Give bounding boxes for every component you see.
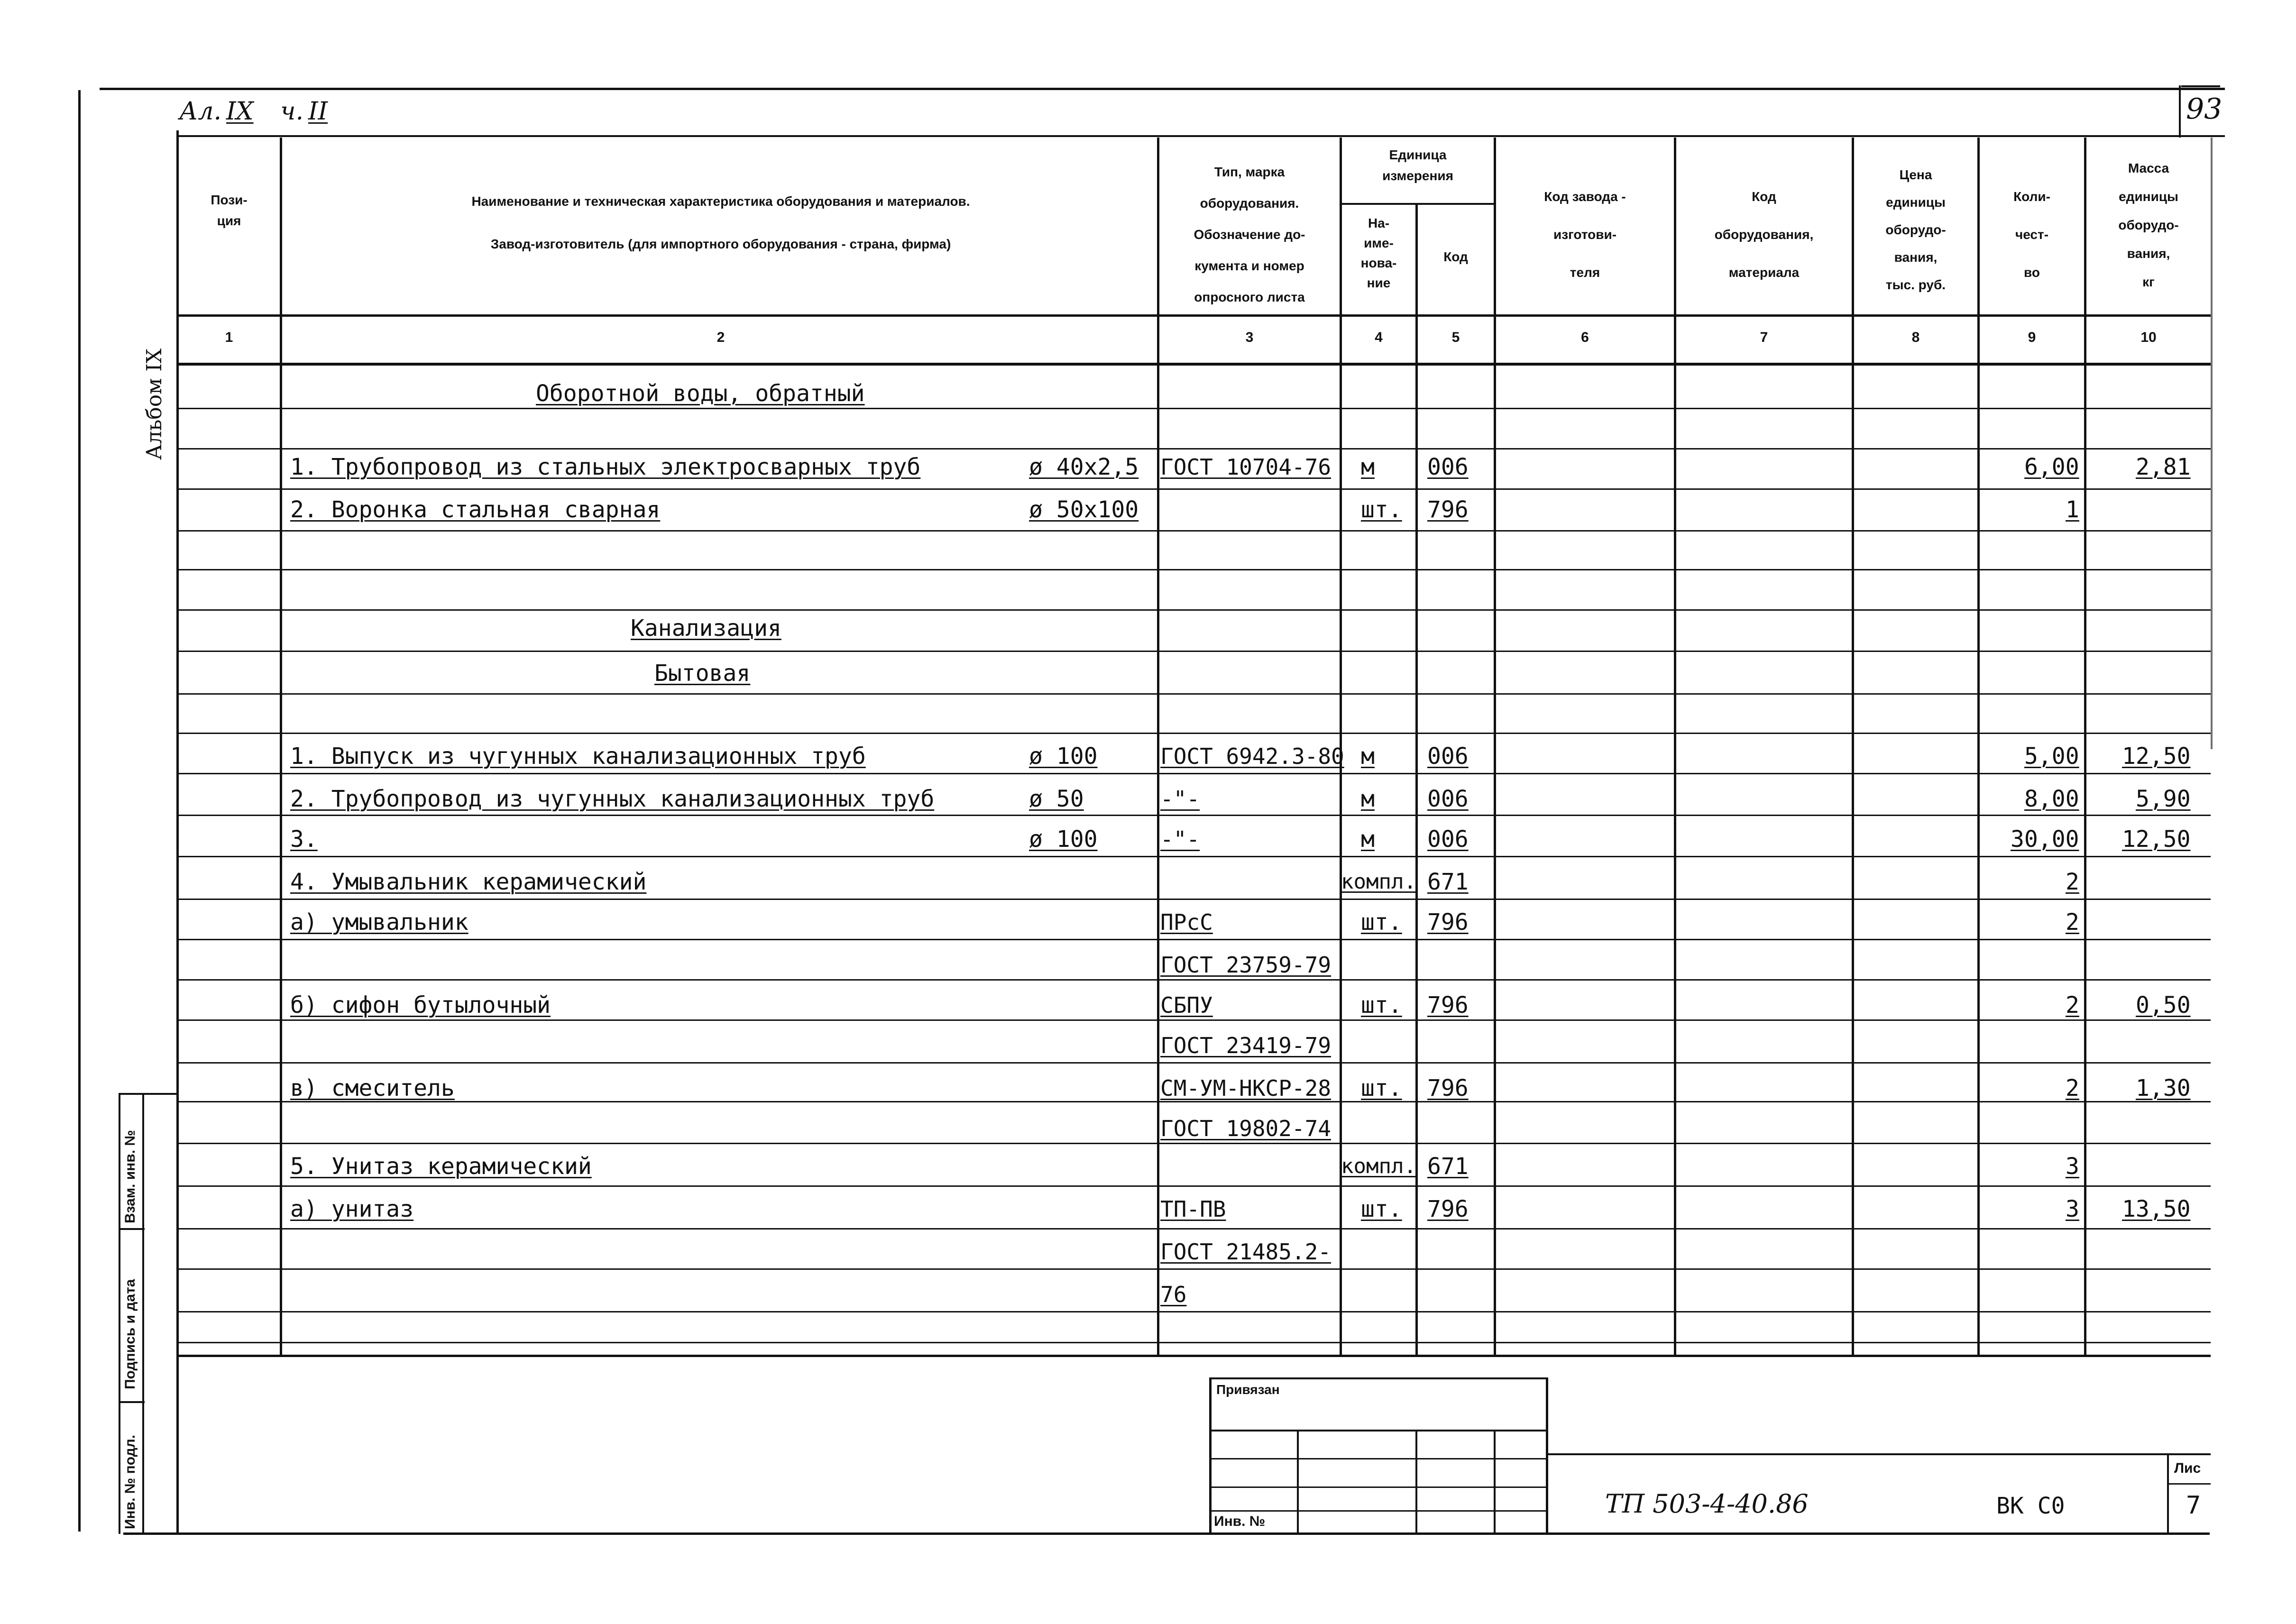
col-header-name: Наименование и техническая характеристика оборудования и материалов. Завод-изготовитель (для импортного оборудования - страна, фирма) xyxy=(471,194,970,251)
item-name: 2. Воронка стальная сварная xyxy=(290,496,661,523)
col-header-pos: Пози- ция xyxy=(211,193,248,228)
item-document: -"- xyxy=(1160,826,1200,852)
item-document: ГОСТ 23759-79 xyxy=(1160,952,1332,978)
stamp-privyazan: Привязан xyxy=(1216,1382,1280,1397)
item-name: в) смеситель xyxy=(290,1075,455,1101)
item-unit-code: 796 xyxy=(1427,1196,1469,1222)
row-separator xyxy=(179,1311,2211,1312)
row-separator xyxy=(179,856,2211,857)
item-mass: 1,30 xyxy=(2136,1075,2191,1101)
col-num-10: 10 xyxy=(2140,330,2157,345)
row-separator xyxy=(179,899,2211,900)
col-header-type: Тип, марка оборудования. Обозначение до- кумента и номер опросного листа xyxy=(1194,165,1305,304)
item-name: 2. Трубопровод из чугунных канализационных труб xyxy=(290,786,935,812)
row-separator xyxy=(179,1228,2211,1229)
col-line-5 xyxy=(1494,138,1496,1356)
col-header-unit-group: Единица измерения xyxy=(1382,147,1453,183)
item-name: Канализация xyxy=(631,615,781,642)
item-unit-code: 006 xyxy=(1427,454,1469,480)
col-num-2: 2 xyxy=(716,330,725,345)
item-quantity: 2 xyxy=(2066,869,2079,895)
item-quantity: 5,00 xyxy=(2024,743,2079,770)
item-document: ГОСТ 21485.2- xyxy=(1160,1239,1332,1265)
item-mass: 0,50 xyxy=(2136,992,2191,1018)
row-separator xyxy=(179,1342,2211,1343)
item-document: СБПУ xyxy=(1160,992,1213,1018)
item-name: 3. xyxy=(290,826,318,853)
item-dimension: ø 100 xyxy=(1029,826,1098,853)
item-name: 1. Выпуск из чугунных канализационных труб xyxy=(290,743,866,770)
item-document: -"- xyxy=(1160,786,1200,812)
item-document: ГОСТ 19802-74 xyxy=(1160,1116,1332,1141)
item-mass: 12,50 xyxy=(2122,826,2191,853)
row-separator xyxy=(179,979,2211,981)
col-line-1 xyxy=(280,138,282,1356)
item-unit: м xyxy=(1361,786,1375,812)
col-line-9 xyxy=(2084,138,2086,1356)
item-document: ГОСТ 10704-76 xyxy=(1160,454,1332,480)
frame-top xyxy=(100,88,2225,90)
col-header-unit-code: Код xyxy=(1443,249,1468,264)
podpis-data-label: Подпись и дата xyxy=(122,1279,138,1389)
item-unit: шт. xyxy=(1361,496,1402,523)
item-unit-code: 006 xyxy=(1427,826,1469,853)
col-num-9: 9 xyxy=(2028,330,2036,345)
row-separator xyxy=(179,651,2211,652)
item-quantity: 2 xyxy=(2066,1075,2079,1101)
item-unit: компл. xyxy=(1341,1154,1416,1178)
item-name: Бытовая xyxy=(654,660,751,687)
item-quantity: 6,00 xyxy=(2024,454,2079,480)
vzam-inv-label: Взам. инв. № xyxy=(122,1130,138,1223)
col-header-price: Цена единицы оборудо- вания, тыс. руб. xyxy=(1885,167,1946,292)
unit-group-line xyxy=(1340,203,1496,205)
side-stamp-box-right xyxy=(142,1093,144,1534)
frame-left-inner xyxy=(176,130,179,1534)
row-separator xyxy=(179,609,2211,611)
item-mass: 12,50 xyxy=(2122,743,2191,770)
row-separator xyxy=(179,1062,2211,1064)
item-unit-code: 006 xyxy=(1427,743,1469,770)
col-header-qty: Коли- чест- во xyxy=(2013,189,2050,280)
row-separator xyxy=(179,408,2211,409)
item-quantity: 1 xyxy=(2066,496,2079,523)
item-document: ТП-ПВ xyxy=(1160,1196,1226,1222)
item-name: а) умывальник xyxy=(290,909,468,936)
side-stamp-div2 xyxy=(119,1401,145,1403)
row-separator xyxy=(179,569,2211,570)
col-line-7 xyxy=(1852,138,1854,1356)
item-dimension: ø 40x2,5 xyxy=(1029,454,1139,480)
item-quantity: 2 xyxy=(2066,992,2079,1018)
item-unit: компл. xyxy=(1341,870,1416,894)
col-header-mass: Масса единицы оборудо- вания, кг xyxy=(2118,161,2179,289)
row-separator xyxy=(179,733,2211,734)
item-quantity: 3 xyxy=(2066,1153,2079,1180)
item-quantity: 2 xyxy=(2066,909,2079,936)
col-num-4: 4 xyxy=(1375,330,1383,345)
stamp-inv-no: Инв. № xyxy=(1214,1514,1266,1529)
frame-bottom xyxy=(123,1532,2210,1535)
col-line-right xyxy=(2211,138,2213,749)
item-name: а) унитаз xyxy=(290,1196,414,1222)
row-separator xyxy=(179,815,2211,816)
item-dimension: ø 50 xyxy=(1029,786,1084,812)
col-header-plant-code: Код завода - изготови- теля xyxy=(1544,189,1626,280)
row-separator xyxy=(179,939,2211,940)
item-quantity: 3 xyxy=(2066,1196,2079,1222)
col-line-4 xyxy=(1415,204,1418,1356)
col-num-3: 3 xyxy=(1245,330,1254,345)
row-separator xyxy=(179,1019,2211,1021)
album-side-label: Альбом IX xyxy=(142,348,166,460)
item-name: б) сифон бутылочный xyxy=(290,992,551,1018)
col-num-1: 1 xyxy=(225,330,233,345)
col-header-unit-name: На- име- нова- ние xyxy=(1360,216,1397,290)
item-quantity: 30,00 xyxy=(2011,826,2079,853)
item-unit: шт. xyxy=(1361,992,1402,1018)
col-num-6: 6 xyxy=(1581,330,1589,345)
item-unit: м xyxy=(1361,454,1375,480)
row-separator xyxy=(179,448,2211,450)
col-line-8 xyxy=(1977,138,1980,1356)
col-num-8: 8 xyxy=(1911,330,1920,345)
item-document: ГОСТ 23419-79 xyxy=(1160,1033,1332,1058)
stamp-sheet-label: Лис xyxy=(2174,1460,2201,1476)
side-stamp-div1 xyxy=(119,1228,145,1230)
frame-left-outer xyxy=(78,90,81,1532)
item-unit: м xyxy=(1361,743,1375,770)
table-bottom-line xyxy=(176,1355,2211,1357)
inv-podl-label: Инв. № подл. xyxy=(122,1434,138,1529)
item-mass: 2,81 xyxy=(2136,454,2191,480)
item-document: ГОСТ 6942.3-80 xyxy=(1160,743,1344,769)
frame-right-top xyxy=(2179,85,2181,138)
item-dimension: ø 100 xyxy=(1029,743,1098,770)
item-document: 76 xyxy=(1160,1282,1187,1307)
item-unit-code: 671 xyxy=(1427,1153,1469,1180)
item-document: ПРсС xyxy=(1160,909,1213,935)
row-separator xyxy=(179,530,2211,532)
row-separator xyxy=(179,1185,2211,1187)
col-line-6 xyxy=(1674,138,1676,1356)
item-name: 1. Трубопровод из стальных электросварных труб xyxy=(290,454,921,480)
col-num-5: 5 xyxy=(1451,330,1460,345)
col-num-7: 7 xyxy=(1760,330,1768,345)
item-unit: м xyxy=(1361,826,1375,853)
col-line-2 xyxy=(1157,138,1159,1356)
stamp-doc-code: ТП 503-4-40.86 xyxy=(1605,1489,1809,1519)
item-unit-code: 796 xyxy=(1427,1075,1469,1101)
row-separator xyxy=(179,693,2211,695)
stamp-sheet-no: 7 xyxy=(2186,1491,2201,1520)
item-document: СМ-УМ-НКСР-28 xyxy=(1160,1075,1332,1101)
item-unit-code: 796 xyxy=(1427,992,1469,1018)
item-unit: шт. xyxy=(1361,1196,1402,1222)
item-mass: 5,90 xyxy=(2136,786,2191,812)
colnum-bottom-line xyxy=(176,363,2211,366)
item-name: 5. Унитаз керамический xyxy=(290,1153,592,1180)
item-name: Оборотной воды, обратный xyxy=(536,380,865,407)
page-number-top: 93 xyxy=(2186,92,2223,126)
item-mass: 13,50 xyxy=(2122,1196,2191,1222)
side-stamp-box-top xyxy=(119,1093,176,1095)
item-unit-code: 006 xyxy=(1427,786,1469,812)
frame-top-right xyxy=(2181,85,2220,87)
row-separator xyxy=(179,773,2211,774)
row-separator xyxy=(179,1143,2211,1144)
row-separator xyxy=(179,1268,2211,1270)
stamp-section: ВК С0 xyxy=(1996,1493,2065,1519)
row-separator xyxy=(179,488,2211,490)
album-label: Ал. IX ч. II xyxy=(179,97,328,126)
side-stamp-box-left xyxy=(119,1093,120,1534)
item-unit-code: 796 xyxy=(1427,496,1469,523)
item-unit-code: 796 xyxy=(1427,909,1469,936)
col-header-equip-code: Код оборудования, материала xyxy=(1714,189,1814,280)
item-unit: шт. xyxy=(1361,909,1402,936)
header-bottom-line xyxy=(176,314,2211,317)
frame-right-bottom xyxy=(2167,1453,2169,1534)
header-separator xyxy=(176,135,2225,137)
item-unit-code: 671 xyxy=(1427,869,1469,895)
item-name: 4. Умывальник керамический xyxy=(290,869,647,895)
item-quantity: 8,00 xyxy=(2024,786,2079,812)
item-unit: шт. xyxy=(1361,1075,1402,1101)
item-dimension: ø 50x100 xyxy=(1029,496,1139,523)
